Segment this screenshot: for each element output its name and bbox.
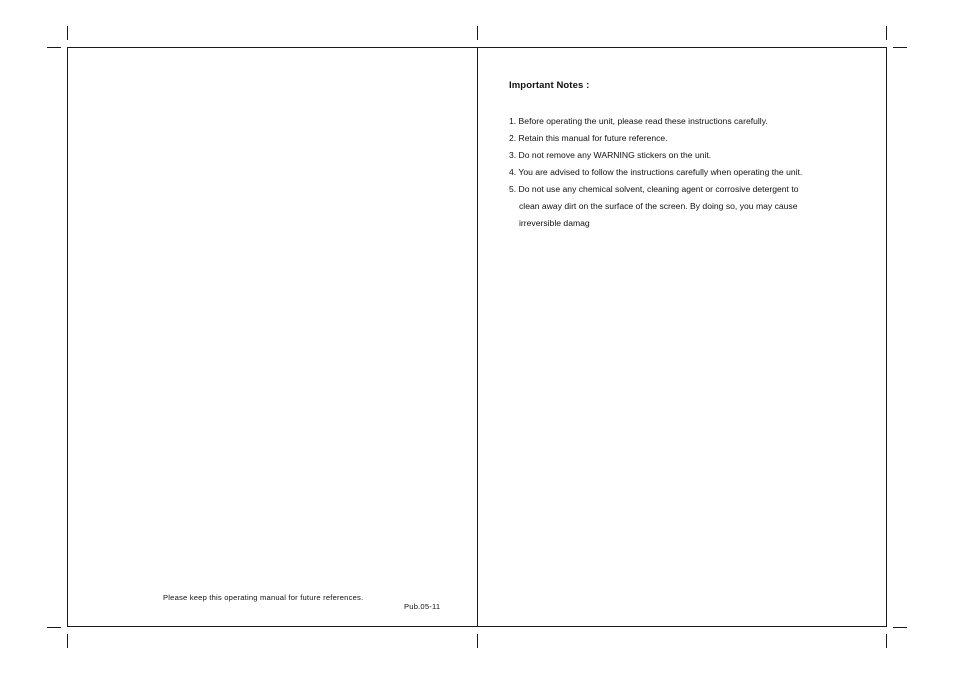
note-item-1: 1. Before operating the unit, please read these instructions carefully.	[509, 116, 768, 126]
crop-mark	[47, 627, 61, 628]
important-notes-title: Important Notes :	[509, 80, 590, 91]
note-item-2: 2. Retain this manual for future reference.	[509, 133, 668, 143]
crop-mark	[893, 627, 907, 628]
note-item-5-continuation: irreversible damag	[519, 218, 590, 228]
crop-mark	[886, 26, 887, 40]
note-item-4: 4. You are advised to follow the instructions carefully when operating the unit.	[509, 167, 803, 177]
note-item-3: 3. Do not remove any WARNING stickers on the unit.	[509, 150, 712, 160]
crop-mark	[67, 634, 68, 648]
keep-manual-note: Please keep this operating manual for future references.	[163, 593, 364, 602]
crop-mark	[47, 47, 61, 48]
crop-mark	[886, 634, 887, 648]
note-item-5: 5. Do not use any chemical solvent, cleaning agent or corrosive detergent to	[509, 184, 799, 194]
note-item-5-continuation: clean away dirt on the surface of the screen. By doing so, you may cause	[519, 201, 798, 211]
crop-mark	[477, 26, 478, 40]
crop-mark	[67, 26, 68, 40]
publication-code: Pub.05-11	[404, 602, 441, 611]
important-notes-list	[509, 113, 849, 232]
center-fold-line	[477, 47, 478, 627]
crop-mark	[477, 634, 478, 648]
crop-mark	[893, 47, 907, 48]
